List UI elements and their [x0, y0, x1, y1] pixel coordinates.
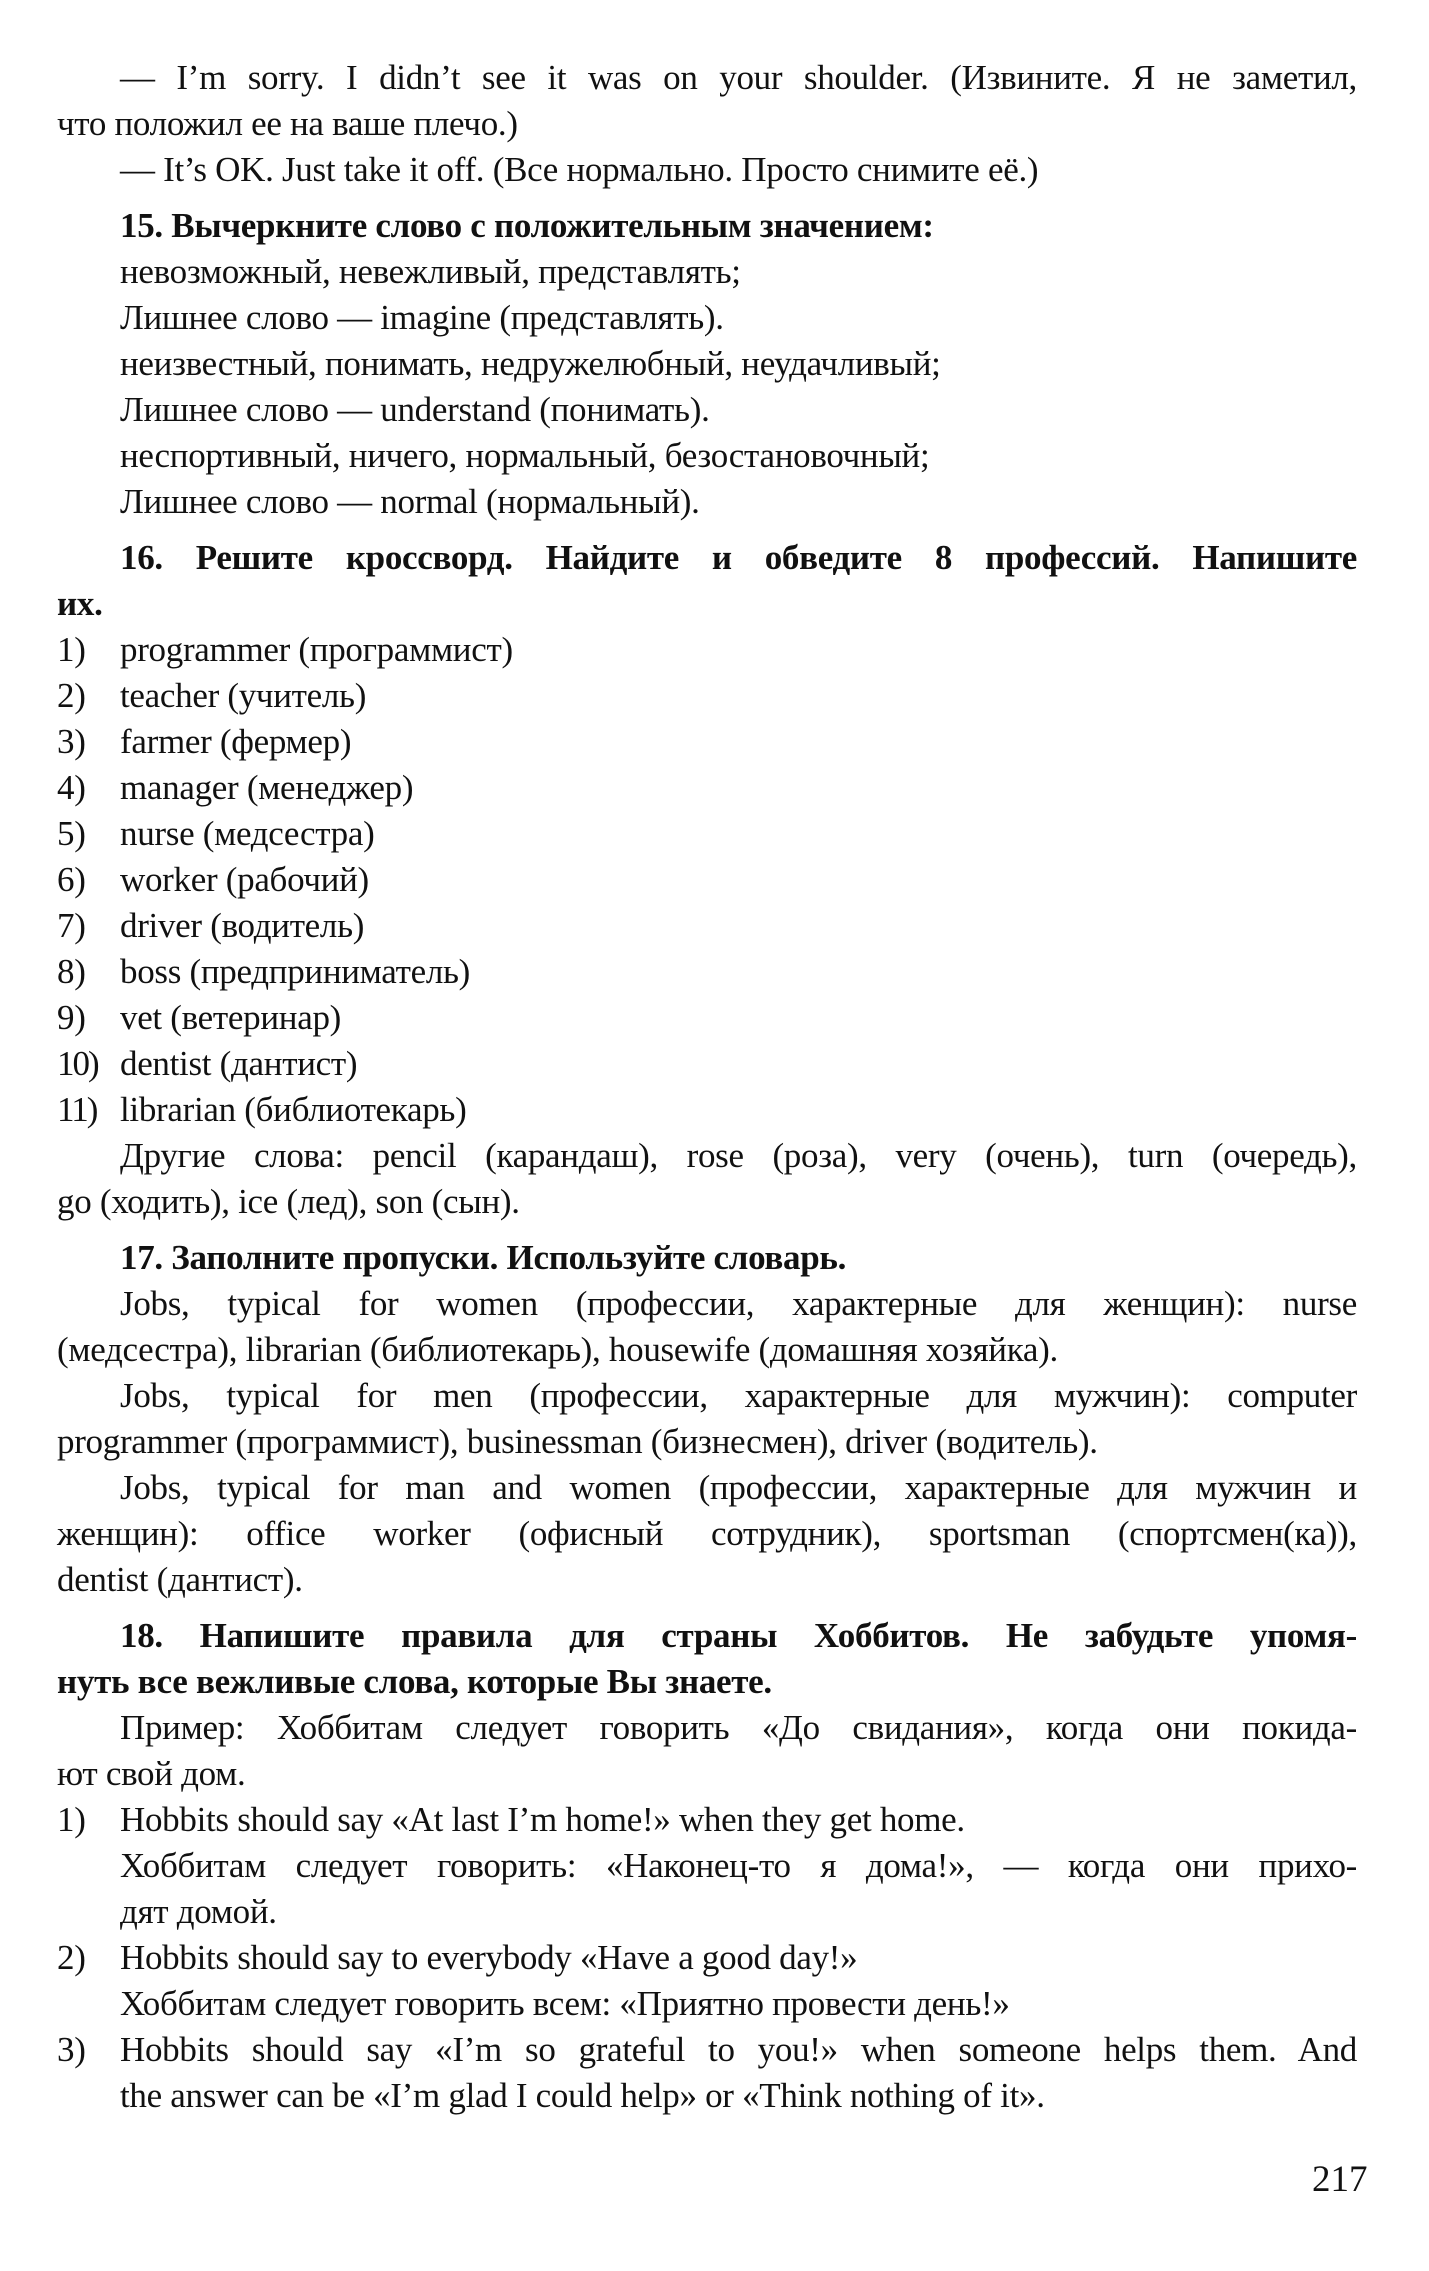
list-item	[57, 1087, 1357, 1133]
example-line: ют свой дом.	[57, 1754, 246, 1793]
exercise-line: Лишнее слово — imagine (представлять).	[120, 298, 724, 337]
exercise-18	[57, 1613, 1357, 2119]
dialogue-block	[57, 55, 1357, 193]
list-number: 8)	[57, 952, 86, 991]
list-number: 2)	[57, 1938, 86, 1977]
list-number: 7)	[57, 906, 86, 945]
list-item	[57, 1797, 1357, 1843]
list-number: 10)	[57, 1044, 98, 1083]
list-item	[57, 1041, 1357, 1087]
list-text: vet (ветеринар)	[120, 998, 342, 1037]
example-line: Пример: Хоббитам следует говорить «До свидания», когда они покида-	[120, 1708, 1357, 1747]
exercise-title: 15. Вычеркните слово с положительным значением:	[120, 206, 934, 245]
list-text: worker (рабочий)	[120, 860, 369, 899]
paragraph-line: dentist (дантист).	[57, 1560, 303, 1599]
list-item	[57, 2027, 1357, 2073]
list-text: boss (предприниматель)	[120, 952, 471, 991]
translation-line: дят домой.	[120, 1892, 277, 1931]
list-number: 1)	[57, 630, 86, 669]
list-number: 11)	[57, 1090, 97, 1129]
list-item	[57, 1935, 1357, 1981]
list-item	[57, 857, 1357, 903]
list-item	[57, 811, 1357, 857]
dialogue-line: что положил ее на ваше плечо.)	[57, 104, 518, 143]
other-words-line: go (ходить), ice (лед), son (сын).	[57, 1182, 520, 1221]
exercise-title: 17. Заполните пропуски. Используйте словарь.	[120, 1238, 847, 1277]
exercise-line: невозможный, невежливый, представлять;	[120, 252, 741, 291]
list-item	[57, 995, 1357, 1041]
list-number: 4)	[57, 768, 86, 807]
list-text-continued: the answer can be «I’m glad I could help» or «Think nothing of it».	[120, 2076, 1045, 2115]
paragraph-line: Jobs, typical for man and women (профессии, характерные для мужчин и	[120, 1468, 1357, 1507]
exercise-16	[57, 535, 1357, 1225]
list-text: Hobbits should say to everybody «Have a good day!»	[120, 1938, 858, 1977]
list-text: teacher (учитель)	[120, 676, 367, 715]
list-number: 3)	[57, 2030, 86, 2069]
exercise-title-continued: нуть все вежливые слова, которые Вы знаете.	[57, 1662, 772, 1701]
other-words-line: Другие слова: pencil (карандаш), rose (роза), very (очень), turn (очередь),	[120, 1136, 1357, 1175]
exercise-title: 16. Решите кроссворд. Найдите и обведите 8 профессий. Напишите	[120, 538, 1357, 577]
exercise-line: неспортивный, ничего, нормальный, безостановочный;	[120, 436, 930, 475]
dialogue-line: — I’m sorry. I didn’t see it was on your shoulder. (Извините. Я не заметил,	[120, 58, 1357, 97]
dialogue-line: — It’s OK. Just take it off. (Все нормально. Просто снимите её.)	[120, 150, 1039, 189]
paragraph-line: Jobs, typical for men (профессии, характерные для мужчин): computer	[120, 1376, 1357, 1415]
list-text: farmer (фермер)	[120, 722, 352, 761]
list-item	[57, 719, 1357, 765]
exercise-line: Лишнее слово — normal (нормальный).	[120, 482, 700, 521]
list-text: nurse (медсестра)	[120, 814, 375, 853]
paragraph-line: женщин): office worker (офисный сотрудник), sportsman (спортсмен(ка)),	[57, 1514, 1357, 1553]
paragraph-line: programmer (программист), businessman (бизнесмен), driver (водитель).	[57, 1422, 1098, 1461]
list-text: manager (менеджер)	[120, 768, 414, 807]
exercise-17	[57, 1235, 1357, 1603]
list-text: driver (водитель)	[120, 906, 365, 945]
list-text: dentist (дантист)	[120, 1044, 358, 1083]
list-item	[57, 673, 1357, 719]
list-text: Hobbits should say «I’m so grateful to you!» when someone helps them. And	[120, 2030, 1357, 2069]
list-item	[57, 765, 1357, 811]
list-number: 9)	[57, 998, 86, 1037]
exercise-title: 18. Напишите правила для страны Хоббитов. Не забудьте упомя-	[120, 1616, 1357, 1655]
list-text: Hobbits should say «At last I’m home!» when they get home.	[120, 1800, 965, 1839]
exercise-title-continued: их.	[57, 584, 103, 623]
exercise-15	[57, 203, 1357, 525]
translation-line: Хоббитам следует говорить всем: «Приятно провести день!»	[120, 1984, 1010, 2023]
exercise-line: неизвестный, понимать, недружелюбный, неудачливый;	[120, 344, 941, 383]
paragraph-line: Jobs, typical for women (профессии, характерные для женщин): nurse	[120, 1284, 1357, 1323]
textbook-page	[57, 55, 1357, 2119]
list-number: 5)	[57, 814, 86, 853]
list-number: 6)	[57, 860, 86, 899]
page-number: 217	[1312, 2159, 1368, 2200]
list-text: librarian (библиотекарь)	[120, 1090, 467, 1129]
exercise-line: Лишнее слово — understand (понимать).	[120, 390, 710, 429]
list-item	[57, 949, 1357, 995]
list-text: programmer (программист)	[120, 630, 513, 669]
paragraph-line: (медсестра), librarian (библиотекарь), housewife (домашняя хозяйка).	[57, 1330, 1058, 1369]
list-item	[57, 627, 1357, 673]
list-number: 1)	[57, 1800, 86, 1839]
translation-line: Хоббитам следует говорить: «Наконец-то я дома!», — когда они прихо-	[120, 1846, 1357, 1885]
list-number: 3)	[57, 722, 86, 761]
list-item	[57, 903, 1357, 949]
profession-list	[57, 627, 1357, 1133]
list-number: 2)	[57, 676, 86, 715]
